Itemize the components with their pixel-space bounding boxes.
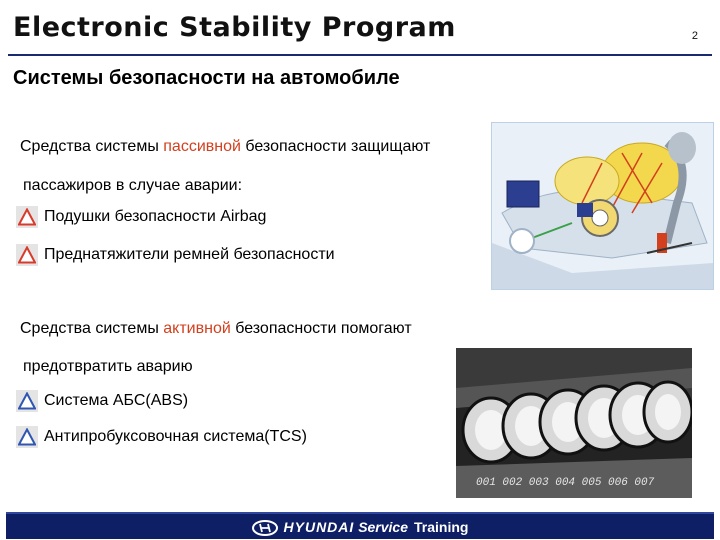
active-intro-pre: Средства системы	[20, 320, 164, 337]
passive-bullet-pretensioner	[16, 244, 335, 266]
passive-item-label: Преднатяжители ремней безопасности	[44, 246, 335, 263]
active-intro-line2: предотвратить аварию	[23, 358, 193, 375]
wheels-caption: 001 002 003 004 005 006 007	[476, 477, 655, 489]
footer-branding	[6, 519, 714, 536]
red-triangle-icon	[16, 206, 38, 228]
passive-intro-post: безопасности защищают	[240, 138, 431, 155]
page-number: 2	[691, 30, 698, 42]
blue-triangle-icon	[16, 426, 38, 448]
slide-title: Electronic Stability Program	[13, 12, 456, 43]
passive-intro-line	[20, 138, 430, 156]
active-item-label: Антипробуксовочная система(TCS)	[44, 428, 307, 445]
footer-service: Service	[358, 519, 409, 535]
hyundai-logo-icon	[252, 520, 278, 536]
passive-highlight: пассивной	[163, 138, 241, 155]
passive-bullet-airbag	[16, 206, 266, 228]
active-highlight: активной	[163, 320, 231, 337]
active-bullet-tcs	[16, 426, 307, 448]
abs-wheels-photo	[456, 348, 692, 498]
footer	[0, 507, 720, 540]
footer-training: Training	[414, 519, 469, 535]
passive-item-label: Подушки безопасности Airbag	[44, 208, 267, 225]
active-bullet-abs	[16, 390, 188, 412]
footer-brand: HYUNDAI	[283, 519, 355, 535]
active-item-label: Система АБС(ABS)	[44, 392, 189, 409]
active-intro-post: безопасности помогают	[230, 320, 412, 337]
slide-subtitle: Системы безопасности на автомобиле	[13, 67, 400, 89]
passive-intro-line2: пассажиров в случае аварии:	[23, 177, 243, 194]
footer-bar	[6, 512, 714, 539]
active-intro-line	[20, 320, 412, 338]
blue-triangle-icon	[16, 390, 38, 412]
passive-intro-pre: Средства системы	[20, 138, 164, 155]
airbag-illustration	[491, 122, 714, 290]
title-divider	[8, 54, 712, 56]
red-triangle-icon	[16, 244, 38, 266]
